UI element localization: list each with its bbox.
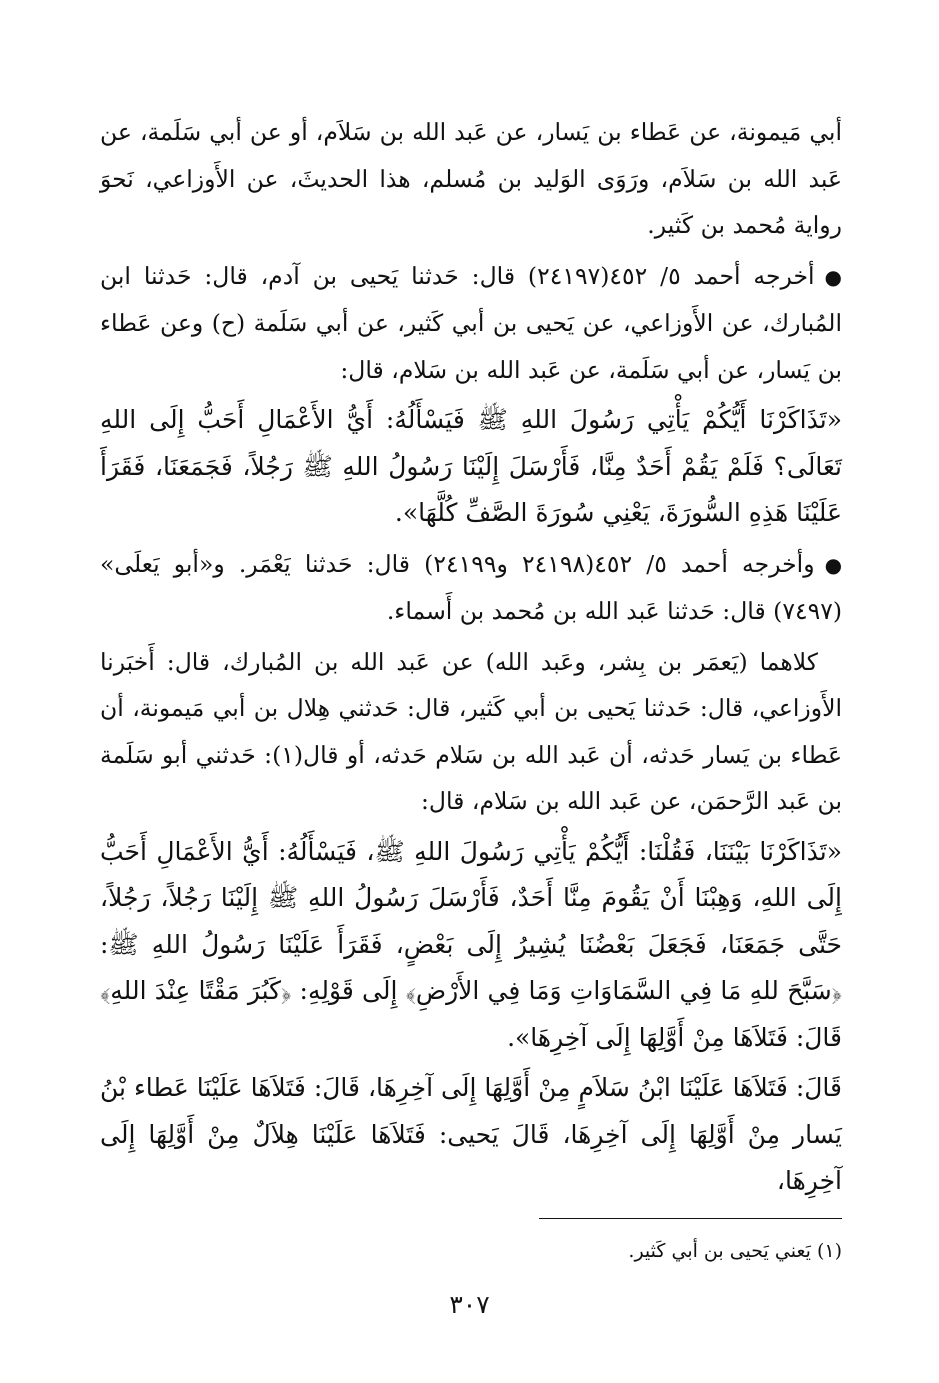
quote-text: «تَذَاكَرْنَا بَيْنَنَا، فَقُلْنَا: أَيُّكُمْ يَأْتِي رَسُولَ اللهِ ﷺ، فَيَسْأَلُهُ: أَيُّ الأَعْمَالِ أَحَبُّ إِلَى اللهِ، وَهِبْنَا أَنْ يَقُومَ مِنَّا أَحَدٌ، فَأَرْسَلَ رَسُولُ اللهِ ﷺ إِلَيْنَا رَجُلاً، رَجُلاً، حَتَّى جَمَعَنَا، فَجَعَلَ بَعْضُنَا يُشِيرُ إِلَى بَعْضٍ، فَقَرَأَ عَلَيْنَا رَسُولُ اللهِ ﷺ: ﴿سَبَّحَ للهِ مَا فِي السَّمَاوَاتِ وَمَا فِي الأَرْضِ﴾ إِلَى قَوْلِهِ: ﴿كَبُرَ مَقْتًا عِنْدَ اللهِ﴾ قَالَ: فَتَلاَهَا مِنْ أَوَّلِهَا إِلَى آخِرِهَا». — [100, 836, 842, 1052]
paragraph-text: وأخرجه أحمد ٥/ ٤٥٢(٢٤١٩٨ و٢٤١٩٩) قال: حَدثنا يَعْمَر. و«أبو يَعلَى» (٧٤٩٧) قال: حَدثنا عَبد الله بن مُحمد بن أَسماء. — [100, 549, 842, 625]
hadith-quote-2 — [100, 829, 842, 1062]
main-text — [100, 109, 842, 1209]
paragraph-isnad — [100, 639, 842, 825]
paragraph-text: أخرجه أحمد ٥/ ٤٥٢(٢٤١٩٧) قال: حَدثنا يَحيى بن آدم، قال: حَدثنا ابن المُبارك، عن الأَوزاعي، عن يَحيى بن أبي كَثير، عن أبي سَلَمة (ح) وعن عَطاء بن يَسار، عن أبي سَلَمة، عن عَبد الله بن سَلام، قال: — [100, 261, 842, 384]
paragraph-bullet-ahmad-24198 — [100, 541, 842, 635]
paragraph-text: كلاهما (يَعمَر بن بِشر، وعَبد الله) عن عَبد الله بن المُبارك، قال: أَخبَرنا الأَوزاعي، قال: حَدثنا يَحيى بن أبي كَثير، قال: حَدثني هِلال بن أبي مَيمونة، أن عَطاء بن يَسار حَدثه، أن عَبد الله بن سَلام حَدثه، أو قال(١): حَدثني أبو سَلَمة بن عَبد الرَّحمَن، عن عَبد الله بن سَلام، قال: — [100, 647, 842, 815]
page-number: ٣٠٧ — [449, 1290, 490, 1319]
bullet-icon: ● — [824, 552, 843, 577]
hadith-quote-3 — [100, 1065, 842, 1205]
footnote-divider — [539, 1218, 842, 1219]
quote-text: «تَذَاكَرْنَا أَيُّكُمْ يَأْتِي رَسُولَ اللهِ ﷺ فَيَسْأَلُهُ: أَيُّ الأَعْمَالِ أَحَبُّ إِلَى اللهِ تَعَالَى؟ فَلَمْ يَقُمْ أَحَدٌ مِنَّا، فَأَرْسَلَ إِلَيْنَا رَسُولُ اللهِ ﷺ رَجُلاً، فَجَمَعَنَا، فَقَرَأَ عَلَيْنَا هَذِهِ السُّورَةَ، يَعْنِي سُورَةَ الصَّفِّ كُلَّهَا». — [100, 405, 842, 527]
paragraph-continuation — [100, 109, 842, 249]
paragraph-bullet-ahmad-24197 — [100, 253, 842, 394]
bullet-icon: ● — [824, 264, 842, 289]
footnote: (١) يَعني يَحيى بن أبي كَثير. — [628, 1240, 842, 1262]
paragraph-text: أبي مَيمونة، عن عَطاء بن يَسار، عن عَبد الله بن سَلاَم، أو عن أبي سَلَمة، عن عَبد الله بن سَلاَم، ورَوَى الوَليد بن مُسلم، هذا الحديثَ، عن الأَوزاعي، نَحوَ رواية مُحمد بن كَثير. — [100, 118, 842, 239]
quote-text: قَالَ: فَتَلاَهَا عَلَيْنَا ابْنُ سَلاَمٍ مِنْ أَوَّلِهَا إِلَى آخِرِهَا، قَالَ: فَتَلاَهَا عَلَيْنَا عَطاء بْنُ يَسار مِنْ أَوَّلِهَا إِلَى آخِرِهَا، قَالَ يَحيى: فَتَلاَهَا عَلَيْنَا هِلاَلٌ مِنْ أَوَّلِهَا إِلَى آخِرِهَا، — [100, 1073, 842, 1195]
hadith-quote-1 — [100, 397, 842, 537]
